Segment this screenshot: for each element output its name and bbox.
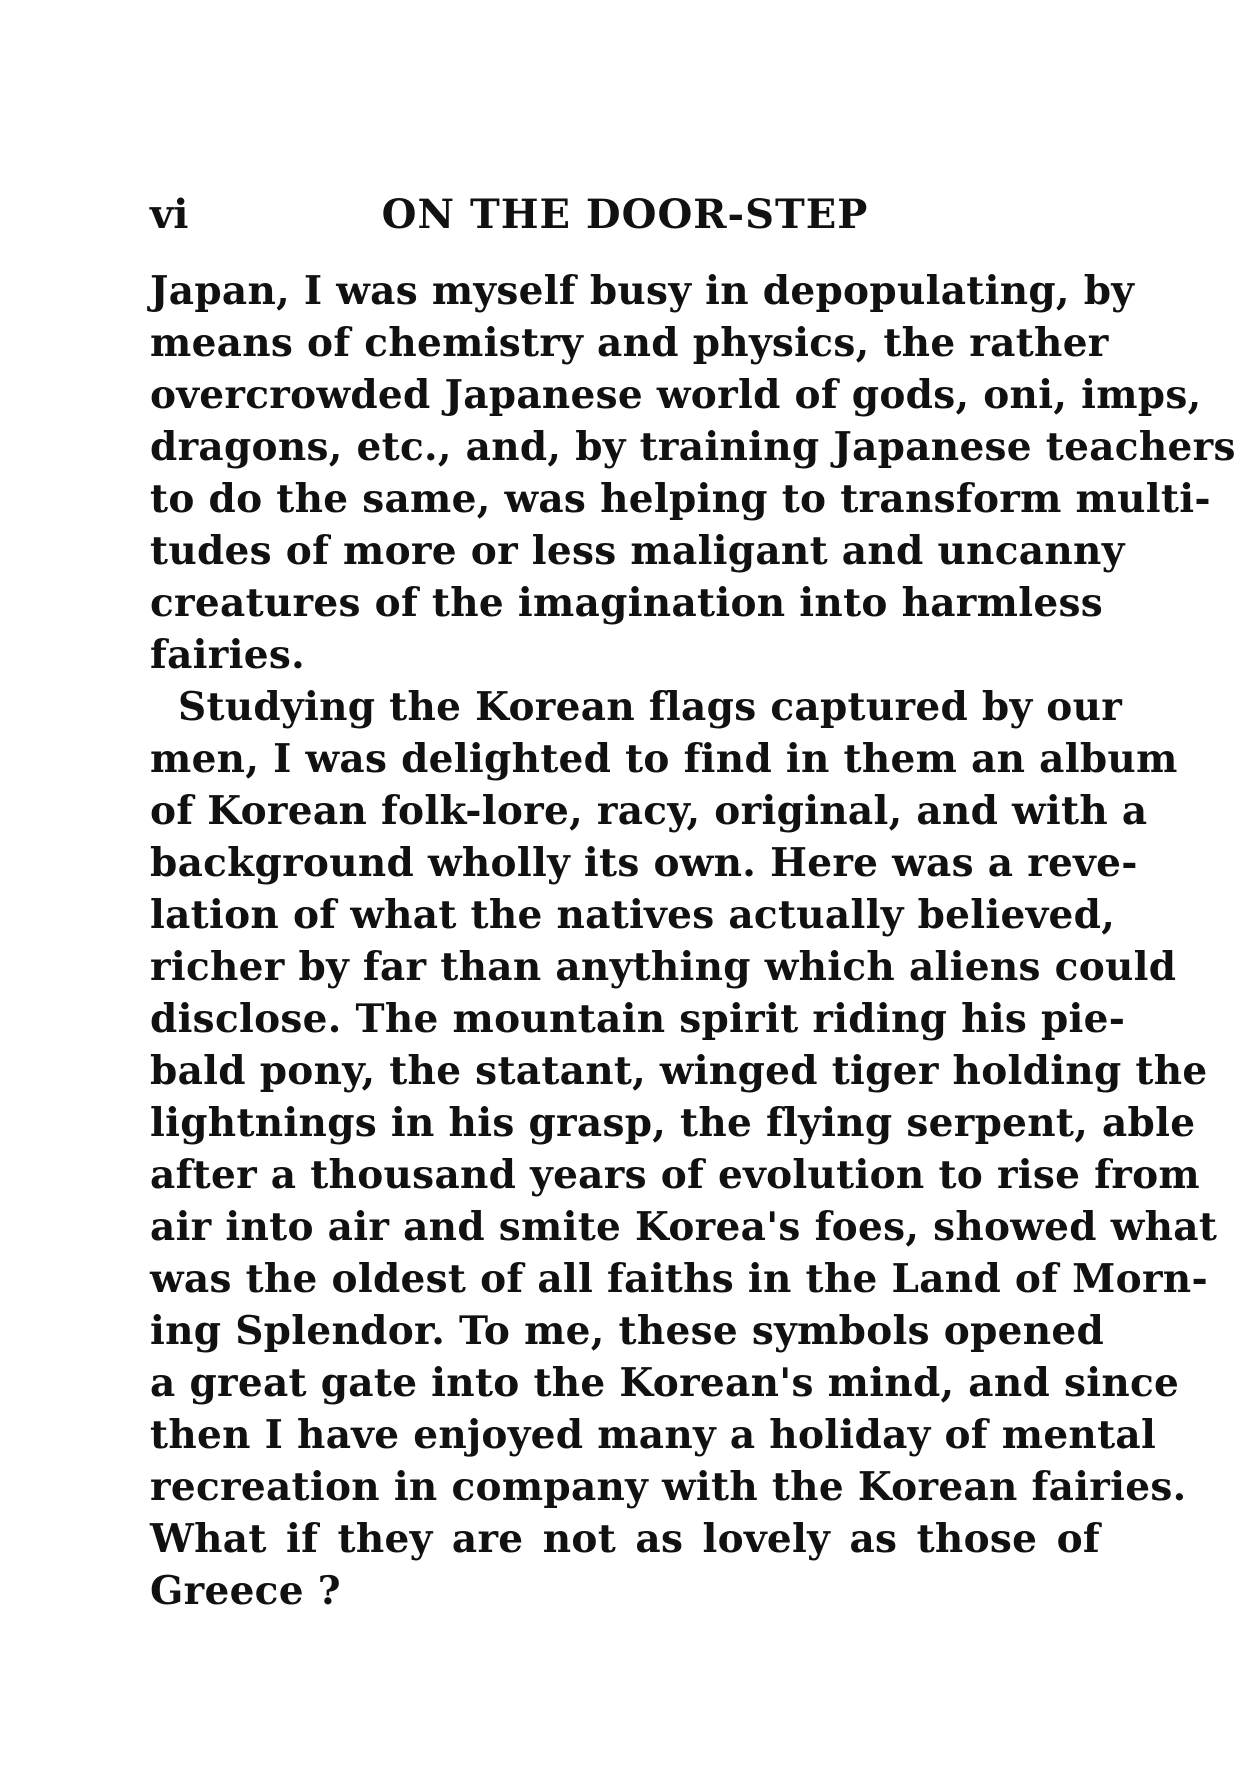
text-line: recreation in company with the Korean fairies. xyxy=(150,1464,1187,1510)
text-line: tudes of more or less maligant and uncanny xyxy=(150,528,1125,574)
text-line: men, I was delighted to find in them an album xyxy=(150,736,1178,782)
text-line: What if they are not as lovely as those of xyxy=(150,1516,1100,1562)
text-line: background wholly its own. Here was a reve- xyxy=(150,840,1138,886)
paragraph xyxy=(150,681,1218,1617)
text-line: disclose. The mountain spirit riding his pie- xyxy=(150,996,1126,1042)
text-line: fairies. xyxy=(150,632,305,678)
text-line: creatures of the imagination into harmless xyxy=(150,580,1103,626)
text-line: bald pony, the statant, winged tiger holding the xyxy=(150,1048,1208,1094)
page-header xyxy=(150,180,1100,250)
page-number: vi xyxy=(150,191,189,238)
text-line: lightnings in his grasp, the flying serpent, able xyxy=(150,1100,1196,1146)
text-line: to do the same, was helping to transform multi- xyxy=(150,476,1211,522)
text-line: richer by far than anything which aliens could xyxy=(150,944,1177,990)
text-line: overcrowded Japanese world of gods, oni, imps, xyxy=(150,372,1202,418)
text-line: a great gate into the Korean's mind, and since xyxy=(150,1360,1180,1406)
text-line: Greece ? xyxy=(150,1568,341,1614)
text-line: after a thousand years of evolution to rise from xyxy=(150,1152,1200,1198)
text-line: of Korean folk-lore, racy, original, and with a xyxy=(150,788,1148,834)
text-line: Japan, I was myself busy in depopulating, by xyxy=(150,268,1135,314)
text-line: was the oldest of all faiths in the Land of Morn- xyxy=(150,1256,1208,1302)
text-line: means of chemistry and physics, the rather xyxy=(150,320,1109,366)
running-title: ON THE DOOR-STEP xyxy=(381,191,869,238)
body-text xyxy=(150,265,1236,1617)
text-line: Studying the Korean flags captured by our xyxy=(178,684,1123,730)
text-line: air into air and smite Korea's foes, showed what xyxy=(150,1204,1218,1250)
text-line: then I have enjoyed many a holiday of mental xyxy=(150,1412,1157,1458)
text-line: lation of what the natives actually believed, xyxy=(150,892,1116,938)
text-line: dragons, etc., and, by training Japanese teachers xyxy=(150,424,1236,470)
text-line: ing Splendor. To me, these symbols opened xyxy=(150,1308,1105,1354)
paragraph xyxy=(150,265,1236,681)
